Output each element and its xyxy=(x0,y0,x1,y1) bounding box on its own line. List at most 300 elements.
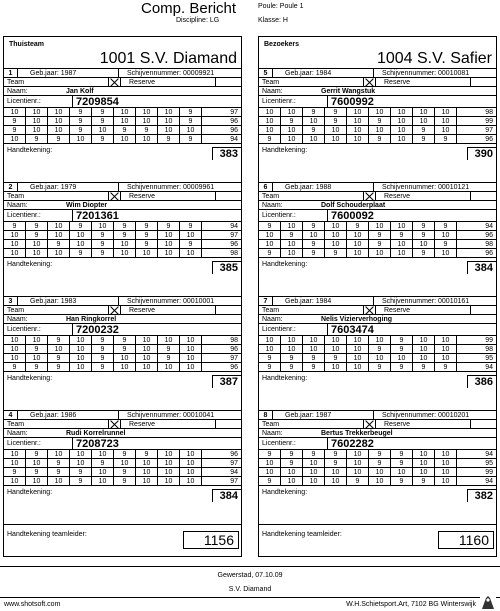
team-label: Team xyxy=(259,192,364,201)
score-cell: 10 xyxy=(347,231,369,240)
score-cell: 9 xyxy=(369,135,391,144)
report-date: Gewerstad, 07.10.09 xyxy=(217,572,283,579)
score-cell: 9 xyxy=(325,249,347,258)
name-row xyxy=(259,87,496,96)
score-cell: 10 xyxy=(114,459,136,468)
score-cell: 9 xyxy=(391,231,413,240)
score-cell: 10 xyxy=(281,477,303,486)
score-cell: 10 xyxy=(281,135,303,144)
score-cell: 10 xyxy=(391,354,413,363)
score-cell: 10 xyxy=(281,240,303,249)
score-cell: 9 xyxy=(180,117,202,126)
score-cell: 10 xyxy=(180,336,202,345)
target-number: Schijvennummer: 00009961 xyxy=(127,184,215,191)
shooter-info-row xyxy=(4,69,241,78)
score-cell: 10 xyxy=(70,240,92,249)
team-header xyxy=(259,37,496,69)
score-cell: 10 xyxy=(347,345,369,354)
score-cell: 10 xyxy=(325,363,347,372)
score-cell: 9 xyxy=(413,222,435,231)
reserve-label: Reserve xyxy=(376,78,471,87)
score-cell: 10 xyxy=(4,108,26,117)
score-cell: 10 xyxy=(435,450,457,459)
score-cell: 9 xyxy=(303,126,325,135)
shooter-total: 382 xyxy=(467,489,496,502)
score-cell: 10 xyxy=(435,117,457,126)
reserve-label: Reserve xyxy=(121,78,216,87)
team-reserve-row xyxy=(4,306,241,315)
score-row xyxy=(4,459,241,468)
score-row xyxy=(4,345,241,354)
signature-label: Handtekening: xyxy=(262,147,308,154)
name-label: Naam: xyxy=(7,430,28,437)
score-cell: 10 xyxy=(369,249,391,258)
score-cell: 9 xyxy=(92,363,114,372)
team-name: 1004 S.V. Safier xyxy=(376,50,492,67)
score-cell: 10 xyxy=(114,363,136,372)
score-cell: 10 xyxy=(70,231,92,240)
score-cell: 10 xyxy=(180,126,202,135)
score-row xyxy=(4,222,241,231)
score-cell: 9 xyxy=(92,117,114,126)
score-cell: 9 xyxy=(158,345,180,354)
score-cell: 10 xyxy=(281,126,303,135)
team-label: Team xyxy=(4,78,109,87)
shooter-number: 8 xyxy=(259,411,273,420)
score-cell: 10 xyxy=(303,117,325,126)
license-row xyxy=(4,324,241,336)
score-cell: 10 xyxy=(347,249,369,258)
shooter-number: 1 xyxy=(4,69,18,78)
team-reserve-row xyxy=(4,420,241,429)
score-cell: 10 xyxy=(369,477,391,486)
score-cell: 9 xyxy=(369,345,391,354)
license-label: Licentienr.: xyxy=(259,438,328,450)
score-cell: 10 xyxy=(259,126,281,135)
score-cell: 10 xyxy=(4,336,26,345)
score-cell: 9 xyxy=(136,222,158,231)
series-total: 94 xyxy=(230,223,238,230)
shooter-logo-icon xyxy=(480,594,496,610)
score-cell: 9 xyxy=(70,126,92,135)
shooter-number: 2 xyxy=(4,183,18,192)
score-cell: 10 xyxy=(26,354,48,363)
name-label: Naam: xyxy=(7,202,28,209)
score-cell: 9 xyxy=(413,363,435,372)
shooter-total: 384 xyxy=(467,261,496,274)
license-row xyxy=(4,210,241,222)
score-row xyxy=(259,240,496,249)
score-cell: 10 xyxy=(325,126,347,135)
score-row xyxy=(259,222,496,231)
team-label: Team xyxy=(259,78,364,87)
score-cell: 9 xyxy=(92,135,114,144)
team-reserve-row xyxy=(259,306,496,315)
score-cell: 9 xyxy=(435,135,457,144)
score-cell: 10 xyxy=(259,240,281,249)
score-cell: 9 xyxy=(303,450,325,459)
team-reserve-row xyxy=(4,78,241,87)
score-cell: 9 xyxy=(281,459,303,468)
score-row xyxy=(259,468,496,477)
score-cell: 10 xyxy=(369,108,391,117)
website-link[interactable]: www.shotsoft.com xyxy=(4,601,61,608)
license-label: Licentienr.: xyxy=(4,324,73,336)
score-cell: 10 xyxy=(347,354,369,363)
team-footer xyxy=(259,525,496,555)
team-away-panel xyxy=(258,36,497,557)
license-number: 7200232 xyxy=(76,324,119,336)
score-cell: 9 xyxy=(325,117,347,126)
license-label: Licentienr.: xyxy=(4,96,73,108)
score-row xyxy=(4,135,241,144)
score-cell: 10 xyxy=(281,108,303,117)
score-cell: 9 xyxy=(325,450,347,459)
name-row xyxy=(259,429,496,438)
team-checkbox[interactable] xyxy=(109,78,121,87)
score-row xyxy=(4,249,241,258)
score-cell: 9 xyxy=(70,108,92,117)
score-cell: 9 xyxy=(4,468,26,477)
score-cell: 10 xyxy=(259,459,281,468)
team-checkbox[interactable] xyxy=(364,420,376,429)
birth-year: Geb.jaar: 1988 xyxy=(273,183,374,192)
shooter-info-row xyxy=(259,411,496,420)
score-cell: 9 xyxy=(136,240,158,249)
score-cell: 10 xyxy=(136,108,158,117)
score-cell: 10 xyxy=(303,135,325,144)
team-total: 1156 xyxy=(183,531,239,549)
teamleader-signature-label: Handtekening teamleider: xyxy=(7,531,87,538)
score-cell: 9 xyxy=(4,222,26,231)
score-cell: 10 xyxy=(259,117,281,126)
series-total: 98 xyxy=(230,250,238,257)
score-cell: 10 xyxy=(259,108,281,117)
score-cell: 10 xyxy=(136,363,158,372)
score-cell: 9 xyxy=(391,345,413,354)
score-cell: 9 xyxy=(259,222,281,231)
target-number: Schijvennummer: 00010081 xyxy=(382,70,470,77)
score-cell: 10 xyxy=(136,468,158,477)
score-cell: 10 xyxy=(70,459,92,468)
signature-label: Handtekening: xyxy=(262,261,308,268)
series-total: 94 xyxy=(485,223,493,230)
target-number: Schijvennummer: 00010201 xyxy=(382,412,470,419)
score-cell: 10 xyxy=(158,231,180,240)
score-row xyxy=(259,126,496,135)
score-cell: 9 xyxy=(48,459,70,468)
score-cell: 10 xyxy=(48,477,70,486)
score-cell: 9 xyxy=(48,354,70,363)
score-cell: 10 xyxy=(4,345,26,354)
score-row xyxy=(4,354,241,363)
series-total: 94 xyxy=(230,469,238,476)
shooter-total: 384 xyxy=(212,489,241,502)
score-cell: 10 xyxy=(26,459,48,468)
score-cell: 10 xyxy=(70,354,92,363)
series-total: 98 xyxy=(485,346,493,353)
birth-year: Geb.jaar: 1984 xyxy=(273,69,374,78)
signature-row xyxy=(259,258,496,274)
series-total: 95 xyxy=(485,355,493,362)
score-cell: 9 xyxy=(114,468,136,477)
score-cell: 9 xyxy=(114,126,136,135)
score-cell: 10 xyxy=(26,240,48,249)
score-cell: 9 xyxy=(413,249,435,258)
score-cell: 9 xyxy=(391,363,413,372)
score-row xyxy=(259,363,496,372)
series-total: 95 xyxy=(485,460,493,467)
score-cell: 10 xyxy=(347,117,369,126)
score-cell: 9 xyxy=(435,363,457,372)
score-cell: 10 xyxy=(158,249,180,258)
shooter-total: 390 xyxy=(467,147,496,160)
score-cell: 10 xyxy=(158,468,180,477)
score-cell: 10 xyxy=(281,468,303,477)
series-total: 99 xyxy=(485,118,493,125)
signature-row xyxy=(4,258,241,274)
score-cell: 9 xyxy=(180,135,202,144)
score-row xyxy=(259,135,496,144)
score-cell: 9 xyxy=(259,135,281,144)
score-cell: 9 xyxy=(369,363,391,372)
score-cell: 9 xyxy=(158,135,180,144)
score-cell: 10 xyxy=(435,345,457,354)
score-cell: 10 xyxy=(136,249,158,258)
team-reserve-row xyxy=(4,192,241,201)
score-cell: 10 xyxy=(114,135,136,144)
score-cell: 10 xyxy=(259,468,281,477)
score-cell: 10 xyxy=(391,249,413,258)
series-total: 96 xyxy=(485,136,493,143)
score-cell: 10 xyxy=(435,231,457,240)
score-row xyxy=(259,231,496,240)
score-cell: 10 xyxy=(136,459,158,468)
score-cell: 10 xyxy=(281,222,303,231)
score-cell: 9 xyxy=(303,108,325,117)
score-cell: 9 xyxy=(281,363,303,372)
score-cell: 10 xyxy=(303,336,325,345)
shooter-info-row xyxy=(4,183,241,192)
shooter-name: Bertus Trekkerbeugel xyxy=(321,430,393,437)
score-cell: 9 xyxy=(369,117,391,126)
score-cell: 10 xyxy=(48,345,70,354)
score-cell: 9 xyxy=(48,240,70,249)
score-cell: 10 xyxy=(4,450,26,459)
series-total: 96 xyxy=(230,451,238,458)
name-label: Naam: xyxy=(7,88,28,95)
team-label: Team xyxy=(4,420,109,429)
score-cell: 10 xyxy=(180,345,202,354)
score-cell: 10 xyxy=(180,363,202,372)
score-cell: 9 xyxy=(259,450,281,459)
document-title: Comp. Bericht xyxy=(141,0,237,17)
license-row xyxy=(259,210,496,222)
score-cell: 10 xyxy=(70,336,92,345)
score-cell: 10 xyxy=(303,231,325,240)
score-cell: 9 xyxy=(48,135,70,144)
score-cell: 10 xyxy=(136,117,158,126)
score-row xyxy=(259,336,496,345)
score-cell: 10 xyxy=(4,231,26,240)
name-row xyxy=(4,87,241,96)
score-cell: 10 xyxy=(325,231,347,240)
score-cell: 9 xyxy=(92,459,114,468)
score-cell: 10 xyxy=(259,336,281,345)
shooter-name: Dolf Schouderplaat xyxy=(321,202,386,209)
score-cell: 10 xyxy=(391,108,413,117)
score-cell: 10 xyxy=(180,459,202,468)
score-cell: 9 xyxy=(158,354,180,363)
score-cell: 10 xyxy=(114,240,136,249)
score-row xyxy=(4,108,241,117)
score-row xyxy=(259,450,496,459)
birth-year: Geb.jaar: 1987 xyxy=(273,411,374,420)
score-cell: 9 xyxy=(26,450,48,459)
score-cell: 10 xyxy=(347,336,369,345)
score-cell: 10 xyxy=(4,240,26,249)
score-cell: 9 xyxy=(303,222,325,231)
signature-row xyxy=(4,372,241,388)
score-cell: 9 xyxy=(136,231,158,240)
team-checkbox[interactable] xyxy=(364,78,376,87)
birth-year: Geb.jaar: 1986 xyxy=(18,411,119,420)
name-row xyxy=(4,201,241,210)
score-cell: 10 xyxy=(435,477,457,486)
signature-label: Handtekening: xyxy=(262,489,308,496)
score-cell: 10 xyxy=(158,450,180,459)
score-cell: 10 xyxy=(48,222,70,231)
score-cell: 10 xyxy=(4,459,26,468)
score-cell: 10 xyxy=(281,345,303,354)
team-checkbox[interactable] xyxy=(109,420,121,429)
score-cell: 9 xyxy=(70,222,92,231)
score-cell: 10 xyxy=(325,240,347,249)
series-total: 96 xyxy=(230,364,238,371)
name-row xyxy=(4,429,241,438)
signature-row xyxy=(259,144,496,160)
license-row xyxy=(259,438,496,450)
teamleader-signature-label: Handtekening teamleider: xyxy=(262,531,342,538)
target-number: Schijvennummer: 00010161 xyxy=(382,298,470,305)
team-checkbox[interactable] xyxy=(109,306,121,315)
score-cell: 10 xyxy=(4,249,26,258)
score-cell: 9 xyxy=(413,126,435,135)
team-name: 1001 S.V. Diamand xyxy=(99,50,237,67)
score-cell: 10 xyxy=(92,126,114,135)
birth-year: Geb.jaar: 1983 xyxy=(18,297,119,306)
series-total: 97 xyxy=(230,460,238,467)
score-cell: 10 xyxy=(413,450,435,459)
team-checkbox[interactable] xyxy=(364,192,376,201)
name-label: Naam: xyxy=(262,202,283,209)
shooter-total: 386 xyxy=(467,375,496,388)
target-number: Schijvennummer: 00010121 xyxy=(382,184,470,191)
score-cell: 10 xyxy=(325,222,347,231)
signature-row xyxy=(259,486,496,502)
license-label: Licentienr.: xyxy=(4,438,73,450)
score-cell: 10 xyxy=(70,363,92,372)
score-cell: 9 xyxy=(180,240,202,249)
score-row xyxy=(4,117,241,126)
score-row xyxy=(259,249,496,258)
score-cell: 10 xyxy=(4,354,26,363)
shooter-name: Wim Diopter xyxy=(66,202,108,209)
score-cell: 10 xyxy=(158,108,180,117)
score-cell: 10 xyxy=(114,249,136,258)
score-cell: 10 xyxy=(413,354,435,363)
score-cell: 9 xyxy=(114,336,136,345)
score-cell: 10 xyxy=(413,468,435,477)
score-cell: 10 xyxy=(92,477,114,486)
birth-year: Geb.jaar: 1979 xyxy=(18,183,119,192)
signature-label: Handtekening: xyxy=(7,375,53,382)
score-cell: 10 xyxy=(369,336,391,345)
score-cell: 10 xyxy=(325,477,347,486)
score-cell: 10 xyxy=(259,345,281,354)
license-number: 7603474 xyxy=(331,324,374,336)
target-number: Schijvennummer: 00009921 xyxy=(127,70,215,77)
discipline-label: Discipline: LG xyxy=(176,17,220,24)
team-label: Team xyxy=(259,420,364,429)
score-cell: 9 xyxy=(369,231,391,240)
shooter-name: Jan Kolf xyxy=(66,88,94,95)
score-cell: 9 xyxy=(4,363,26,372)
series-total: 97 xyxy=(230,232,238,239)
score-cell: 9 xyxy=(413,477,435,486)
shooter-name: Nelis Vizierverhoging xyxy=(321,316,393,323)
score-cell: 9 xyxy=(92,240,114,249)
series-total: 96 xyxy=(485,232,493,239)
score-cell: 10 xyxy=(303,468,325,477)
score-cell: 9 xyxy=(391,336,413,345)
shooter-block xyxy=(4,183,241,297)
score-cell: 9 xyxy=(369,450,391,459)
score-row xyxy=(259,354,496,363)
score-cell: 9 xyxy=(325,108,347,117)
score-cell: 10 xyxy=(26,336,48,345)
series-total: 96 xyxy=(230,118,238,125)
name-label: Naam: xyxy=(262,88,283,95)
team-checkbox[interactable] xyxy=(364,306,376,315)
score-cell: 10 xyxy=(136,336,158,345)
score-cell: 10 xyxy=(413,108,435,117)
score-cell: 10 xyxy=(92,468,114,477)
license-label: Licentienr.: xyxy=(259,96,328,108)
shooter-number: 6 xyxy=(259,183,273,192)
team-checkbox[interactable] xyxy=(109,192,121,201)
score-cell: 10 xyxy=(281,336,303,345)
score-cell: 10 xyxy=(391,240,413,249)
license-number: 7201361 xyxy=(76,210,119,222)
shooter-block xyxy=(259,183,496,297)
license-number: 7602282 xyxy=(331,438,374,450)
target-number: Schijvennummer: 00010041 xyxy=(127,412,215,419)
footer-divider xyxy=(0,566,500,567)
score-cell: 10 xyxy=(26,108,48,117)
score-row xyxy=(259,459,496,468)
club-name: S.V. Diamand xyxy=(228,586,272,593)
score-cell: 10 xyxy=(347,459,369,468)
team-role-label: Bezoekers xyxy=(264,41,300,48)
score-cell: 10 xyxy=(70,345,92,354)
shooter-block xyxy=(4,411,241,525)
series-total: 98 xyxy=(485,109,493,116)
score-cell: 10 xyxy=(347,135,369,144)
score-cell: 9 xyxy=(114,450,136,459)
series-total: 98 xyxy=(485,241,493,248)
score-cell: 9 xyxy=(26,135,48,144)
